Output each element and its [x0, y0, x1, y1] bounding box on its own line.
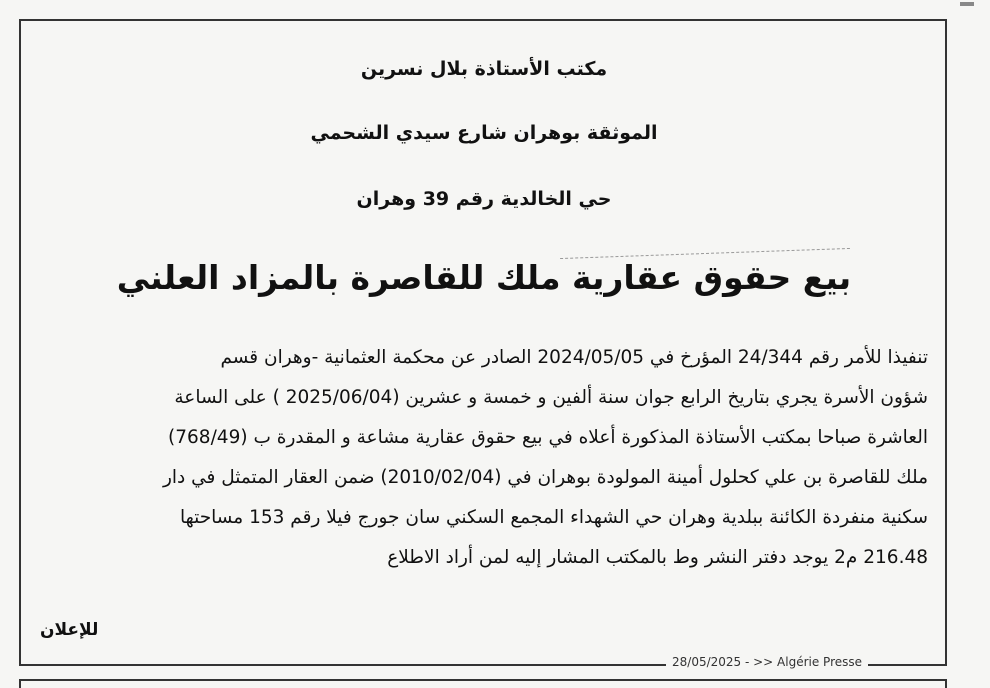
body-line: العاشرة صباحا بمكتب الأستاذة المذكورة أعلاه في بيع حقوق عقارية مشاعة و المقدرة ب (768/49): [168, 427, 928, 448]
office-name: مكتب الأستاذة بلال نسرين: [360, 58, 608, 80]
body-line: تنفيذا للأمر رقم 24/344 المؤرخ في 2024/05/05 الصادر عن محكمة العثمانية -وهران قسم: [220, 347, 928, 368]
body-line: شؤون الأسرة يجري بتاريخ الرابع جوان سنة ألفين و خمسة و عشرين (2025/06/04 ) على الساعة: [174, 387, 928, 408]
office-street-address: الموثقة بوهران شارع سيدي الشحمي: [310, 122, 658, 144]
next-announcement-frame: [19, 679, 947, 688]
body-line: 216.48 م2 يوجد دفتر النشر وط بالمكتب المشار إليه لمن أراد الاطلاع: [387, 547, 928, 568]
body-line: ملك للقاصرة بن علي كحلول أمينة المولودة بوهران في (2010/02/04) ضمن العقار المتمثل في دار: [162, 467, 928, 488]
body-line: سكنية منفردة الكائنة ببلدية وهران حي الشهداء المجمع السكني سان جورج فيلا رقم 153 مساحتها: [179, 507, 928, 528]
notice-label: للإعلان: [40, 620, 99, 640]
announcement-body: [40, 338, 928, 578]
scan-mark: [960, 2, 974, 6]
office-district-address: حي الخالدية رقم 39 وهران: [356, 188, 612, 210]
source-footer: 28/05/2025 - >> Algérie Presse: [666, 655, 868, 669]
announcement-title: بيع حقوق عقارية ملك للقاصرة بالمزاد العلني: [116, 258, 852, 297]
